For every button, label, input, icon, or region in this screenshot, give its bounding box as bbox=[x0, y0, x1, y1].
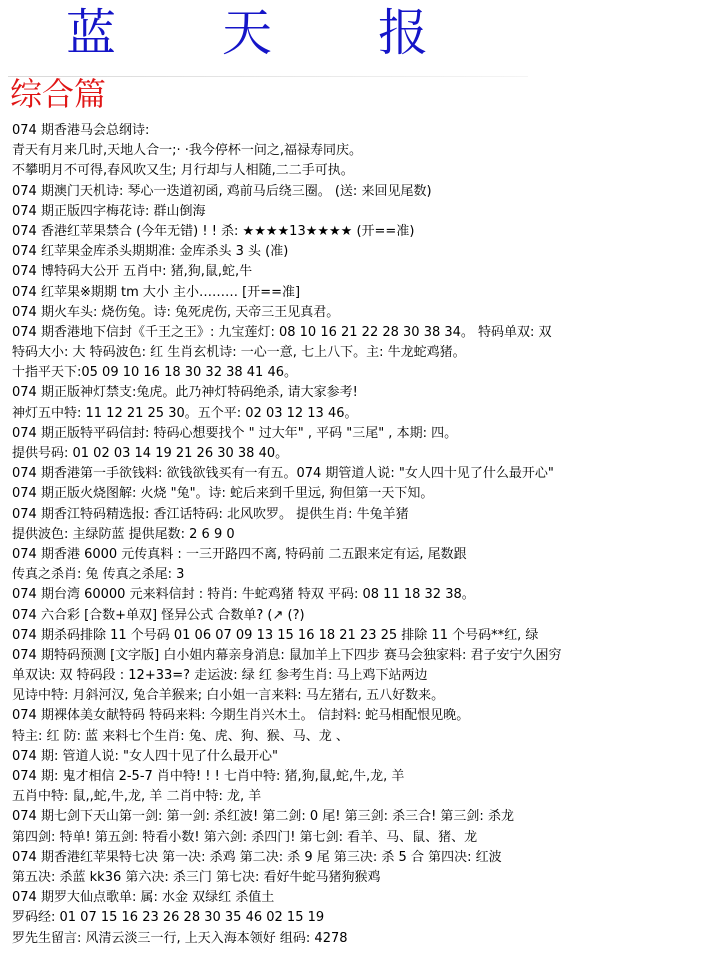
text-line: 074 博特码大公开 五肖中: 猪,狗,鼠,蛇,牛 bbox=[12, 264, 253, 280]
text-line: 074 期香港地下信封《千王之王》: 九宝莲灯: 08 10 16 21 22 28 30 38 34。 特码单双: 双 bbox=[12, 324, 552, 340]
text-line: 罗先生留言: 风清云淡三一行, 上天入海本领好 组码: 4278 bbox=[12, 930, 348, 946]
text-line: 074 期澳门天机诗: 琴心一迭道初函, 鸡前马后绕三圈。 (送: 来回见尾数) bbox=[12, 183, 432, 199]
text-line: 第四剑: 特单! 第五剑: 特看小数! 第六剑: 杀四门! 第七剑: 看羊、马、鼠、猪、龙 bbox=[12, 829, 478, 845]
text-line: 074 期正版四字梅花诗: 群山倒海 bbox=[12, 203, 206, 219]
text-line: 074 期正版火烧图解: 火烧 "兔"。诗: 蛇后来到千里远, 狗但第一天下知。 bbox=[12, 486, 434, 502]
text-line: 五肖中特: 鼠,,蛇,牛,龙, 羊 二肖中特: 龙, 羊 bbox=[12, 789, 262, 805]
text-line: 074 期香港红苹果特七决 第一决: 杀鸡 第二决: 杀 9 尾 第三决: 杀 5 合 第四决: 红波 bbox=[12, 849, 502, 865]
text-line: 074 期香港 6000 元传真料 : 一三开路四不离, 特码前 二五跟来定有运, 尾数跟 bbox=[12, 546, 467, 562]
text-line: 074 红苹果金库杀头期期准: 金库杀头 3 头 (准) bbox=[12, 244, 289, 260]
text-line: 074 期香江特码精选报: 香江话特码: 北风吹罗。 提供生肖: 牛兔羊猪 bbox=[12, 506, 409, 522]
text-line: 074 期香港马会总纲诗: bbox=[12, 123, 150, 138]
text-line: 074 香港红苹果禁合 (今年无错) ! ! 杀: ★★★★13★★★★ (开==准) bbox=[12, 223, 415, 239]
masthead-char-3: 报 bbox=[378, 4, 428, 62]
text-line: 074 期特码预测 [文字版] 白小姐内幕亲身消息: 鼠加羊上下四步 赛马会独家料: 君子安宁久困穷 bbox=[12, 647, 562, 663]
text-line: 074 红苹果※期期 tm 大小 主小……… [开==准] bbox=[12, 284, 301, 300]
text-line: 074 期七剑下天山第一剑: 第一剑: 杀红波! 第二剑: 0 尾! 第三剑: 杀三合! 第三剑: 杀龙 bbox=[12, 809, 514, 825]
text-line: 特主: 红 防: 蓝 来料七个生肖: 兔、虎、狗、猴、马、龙 、 bbox=[12, 728, 349, 744]
text-line: 074 期罗大仙点歌单: 属: 水金 双绿红 杀值土 bbox=[12, 890, 275, 906]
text-line: 074 期杀码排除 11 个号码 01 06 07 09 13 15 16 18 21 23 25 排除 11 个号码**红, 绿 bbox=[12, 627, 539, 643]
article-body bbox=[12, 121, 712, 949]
text-line: 不攀明月不可得,春风吹又生; 月行却与人相随,二二手可执。 bbox=[12, 163, 354, 179]
text-line: 074 期香港第一手欲钱料: 欲钱欲钱买有一有五。074 期管道人说: "女人四十见了什么最开心" bbox=[12, 466, 554, 482]
text-line: 074 期: 鬼才相信 2-5-7 肖中特! ! ! 七肖中特: 猪,狗,鼠,蛇,牛,龙, 羊 bbox=[12, 769, 405, 784]
text-line: 传真之杀肖: 兔 传真之杀尾: 3 bbox=[12, 567, 185, 583]
text-line: 074 期正版神灯禁支:兔虎。此乃神灯特码绝杀, 请大家参考! bbox=[12, 385, 358, 401]
text-line: 074 期正版特平码信封: 特码心想要找个 " 过大年" , 平码 "三尾" , 本期: 四。 bbox=[12, 425, 458, 441]
text-line: 特码大小: 大 特码波色: 红 生肖玄机诗: 一心一意, 七上八下。主: 牛龙蛇鸡猪。 bbox=[12, 345, 466, 361]
text-line: 074 六合彩 [合数+单双] 怪异公式 合数单? (↗ (?) bbox=[12, 607, 305, 623]
text-line: 青天有月来几时,天地人合一;· ·我今停杯一问之,福禄寿同庆。 bbox=[12, 143, 363, 159]
text-line: 074 期裸体美女献特码 特码来料: 今期生肖兴木土。 信封料: 蛇马相配恨见晚。 bbox=[12, 708, 470, 724]
text-line: 见诗中特: 月斜河汉, 兔合羊猴来; 白小姐一言来料: 马左猪右, 五八好数来。 bbox=[12, 688, 445, 704]
text-line: 提供号码: 01 02 03 14 19 21 26 30 38 40。 bbox=[12, 446, 289, 461]
text-line: 074 期火车头: 烧伤兔。诗: 兔死虎伤, 天帝三王见真君。 bbox=[12, 304, 340, 320]
text-line: 神灯五中特: 11 12 21 25 30。五个平: 02 03 12 13 46。 bbox=[12, 405, 358, 421]
text-line: 第五决: 杀蓝 kk36 第六决: 杀三门 第七决: 看好牛蛇马猪狗猴鸡 bbox=[12, 869, 381, 885]
text-line: 074 期台湾 60000 元来料信封 : 特肖: 牛蛇鸡猪 特双 平码: 08 11 18 32 38。 bbox=[12, 587, 475, 603]
text-line: 提供波色: 主绿防蓝 提供尾数: 2 6 9 0 bbox=[12, 526, 235, 542]
masthead-char-2: 天 bbox=[222, 4, 272, 62]
text-line: 罗码经: 01 07 15 16 23 26 28 30 35 46 02 15 19 bbox=[12, 910, 325, 926]
text-line: 十指平天下:05 09 10 16 18 30 32 38 41 46。 bbox=[12, 365, 297, 381]
text-line: 074 期: 管道人说: "女人四十见了什么最开心" bbox=[12, 748, 278, 764]
masthead bbox=[0, 0, 715, 78]
text-line: 单双诀: 双 特码段 : 12+33=? 走运波: 绿 红 参考生肖: 马上鸡下站两边 bbox=[12, 668, 428, 684]
section-title: 综合篇 bbox=[10, 75, 107, 113]
masthead-char-1: 蓝 bbox=[66, 4, 116, 62]
